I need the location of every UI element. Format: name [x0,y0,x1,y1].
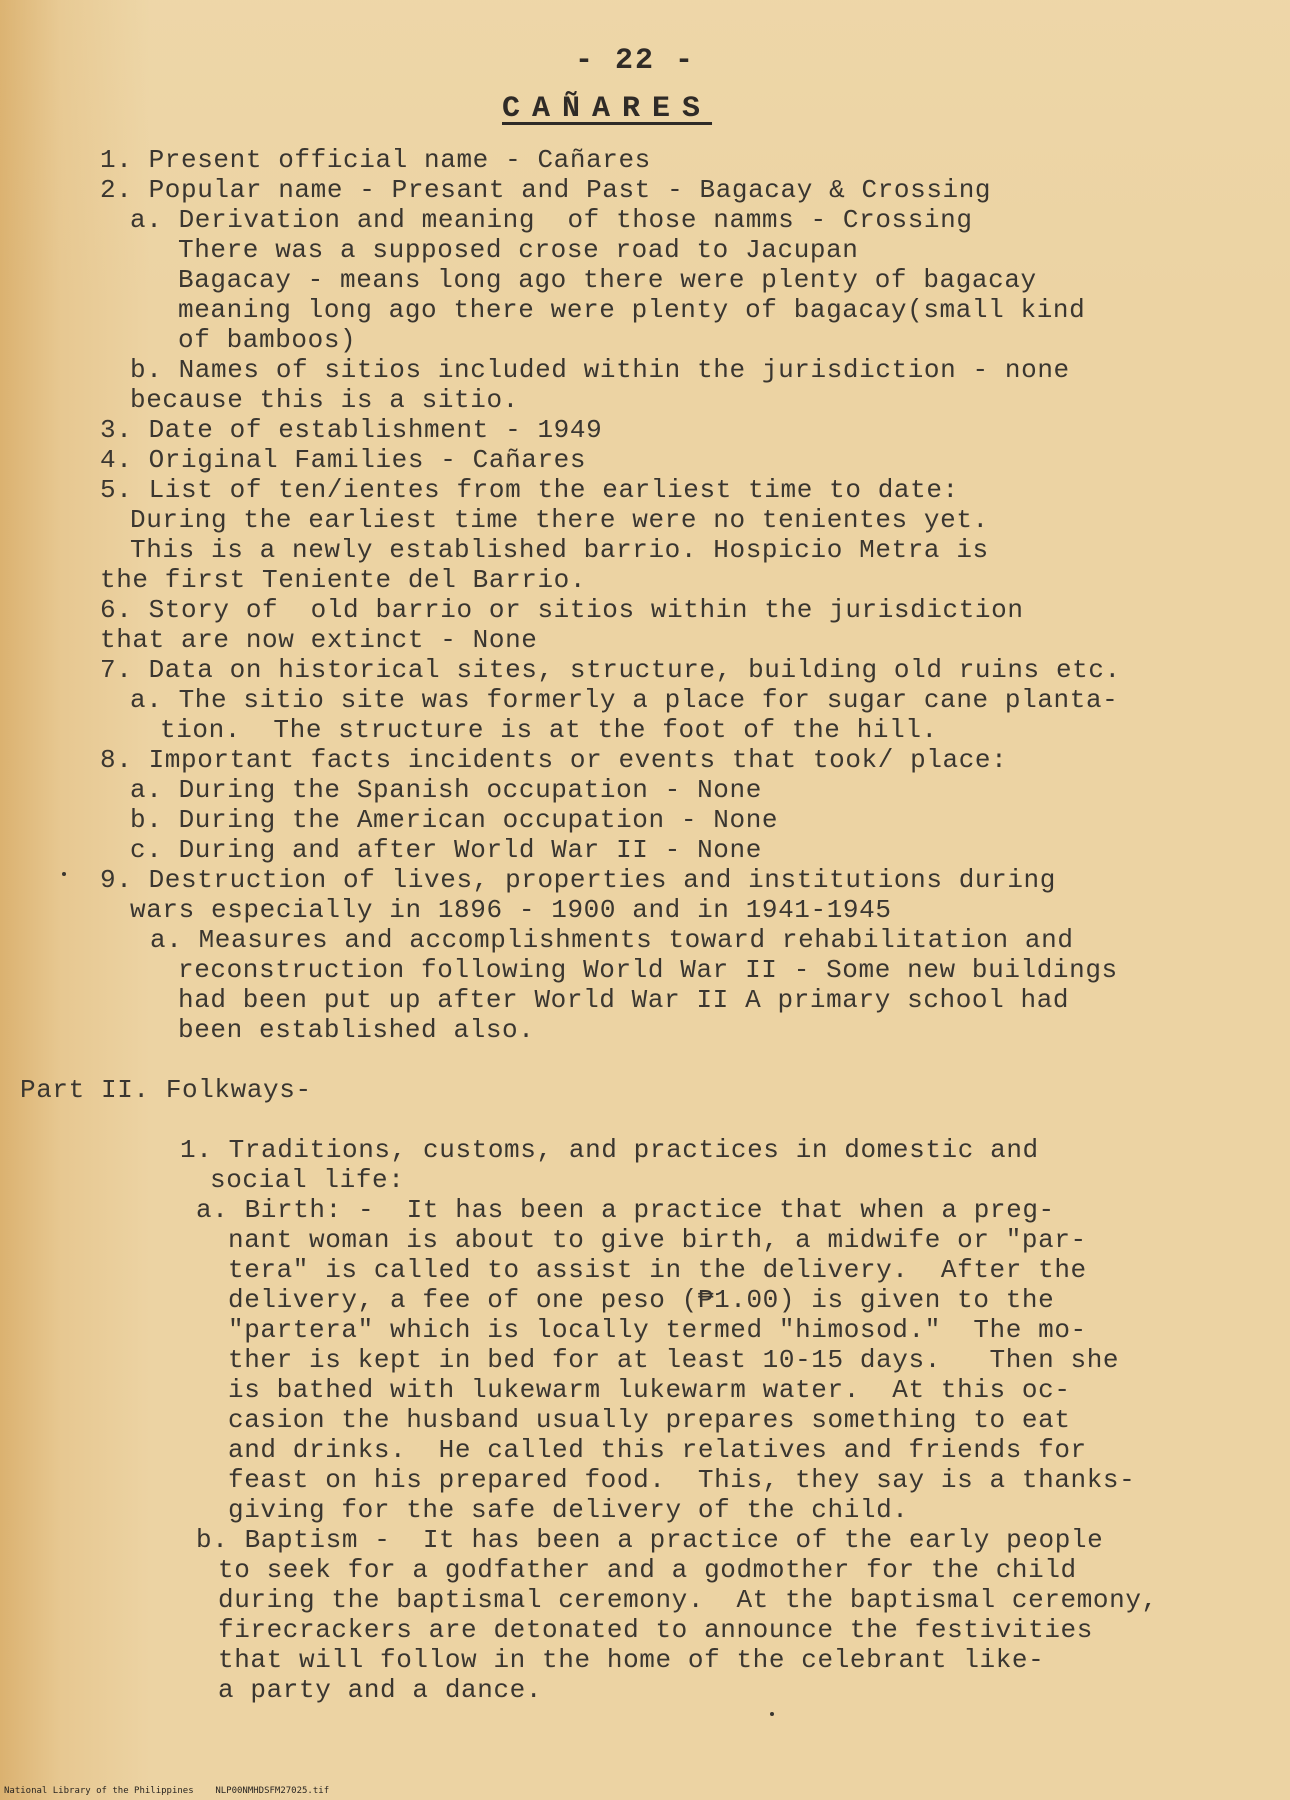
text-line: a. During the Spanish occupation - None [130,775,762,805]
text-line: delivery, a fee of one peso (₱1.00) is given to the [228,1285,1055,1315]
text-line: 1. Traditions, customs, and practices in domestic and [180,1135,1039,1165]
text-line: a. The sitio site was formerly a place for sugar cane planta- [130,685,1119,715]
text-line: and drinks. He called this relatives and friends for [228,1435,1087,1465]
text-line: 7. Data on historical sites, structure, building old ruins etc. [100,655,1121,685]
text-line: tion. The structure is at the foot of the hill. [160,715,938,745]
text-line: "partera" which is locally termed "himosod." The mo- [228,1315,1087,1345]
text-line: a. Birth: - It has been a practice that when a preg- [196,1195,1055,1225]
page-number: - 22 - [575,44,696,78]
text-line: a party and a dance. [218,1675,543,1705]
text-line: giving for the safe delivery of the child. [228,1495,909,1525]
text-line: 1. Present official name - Cañares [100,145,651,175]
text-line: 4. Original Families - Cañares [100,445,587,475]
text-line: b. Baptism - It has been a practice of the early people [196,1525,1104,1555]
text-line: wars especially in 1896 - 1900 and in 1941-1945 [130,895,892,925]
text-line: 5. List of ten/ientes from the earliest time to date: [100,475,959,505]
text-line: been established also. [178,1015,535,1045]
text-line: to seek for a godfather and a godmother for the child [218,1555,1077,1585]
text-line: c. During and after World War II - None [130,835,762,865]
text-line: that are now extinct - None [100,625,538,655]
page-title: CAÑARES [502,92,713,126]
text-line: casion the husband usually prepares something to eat [228,1405,1071,1435]
text-line: that will follow in the home of the celebrant like- [218,1645,1045,1675]
text-line: During the earliest time there were no tenientes yet. [130,505,989,535]
text-line: of bamboos) [178,325,357,355]
text-line: a. Derivation and meaning of those namms - Crossing [130,205,973,235]
text-line: tera" is called to assist in the delivery. After the [228,1255,1087,1285]
text-line: reconstruction following World War II - Some new buildings [178,955,1118,985]
text-line: b. Names of sitios included within the jurisdiction - none [130,355,1070,385]
archive-footer: National Library of the Philippines NLP00NMHDSFM27025.tif [4,1786,330,1796]
text-line: ther is kept in bed for at least 10-15 days. Then she [228,1345,1120,1375]
text-line: during the baptismal ceremony. At the baptismal ceremony, [218,1585,1158,1615]
text-line: 9. Destruction of lives, properties and institutions during [100,865,1056,895]
text-line: 3. Date of establishment - 1949 [100,415,603,445]
ink-speck [770,1712,774,1716]
text-line: Part II. Folkways- [20,1075,312,1105]
text-line: feast on his prepared food. This, they say is a thanks- [228,1465,1136,1495]
text-line: Bagacay - means long ago there were plenty of bagacay [178,265,1037,295]
text-line: is bathed with lukewarm lukewarm water. At this oc- [228,1375,1071,1405]
text-line: This is a newly established barrio. Hospicio Metra is [130,535,989,565]
text-line: There was a supposed crose road to Jacupan [178,235,859,265]
text-line: b. During the American occupation - None [130,805,779,835]
text-line: nant woman is about to give birth, a midwife or "par- [228,1225,1087,1255]
ink-speck [62,872,66,876]
text-line: social life: [210,1165,405,1195]
text-line: 6. Story of old barrio or sitios within the jurisdiction [100,595,1024,625]
text-line: had been put up after World War II A primary school had [178,985,1070,1015]
text-line: 2. Popular name - Presant and Past - Bagacay & Crossing [100,175,992,205]
text-line: meaning long ago there were plenty of bagacay(small kind [178,295,1086,325]
text-line: because this is a sitio. [130,385,519,415]
text-line: firecrackers are detonated to announce the festivities [218,1615,1093,1645]
text-line: a. Measures and accomplishments toward rehabilitation and [150,925,1074,955]
text-line: 8. Important facts incidents or events that took/ place: [100,745,1008,775]
text-line: the first Teniente del Barrio. [100,565,587,595]
